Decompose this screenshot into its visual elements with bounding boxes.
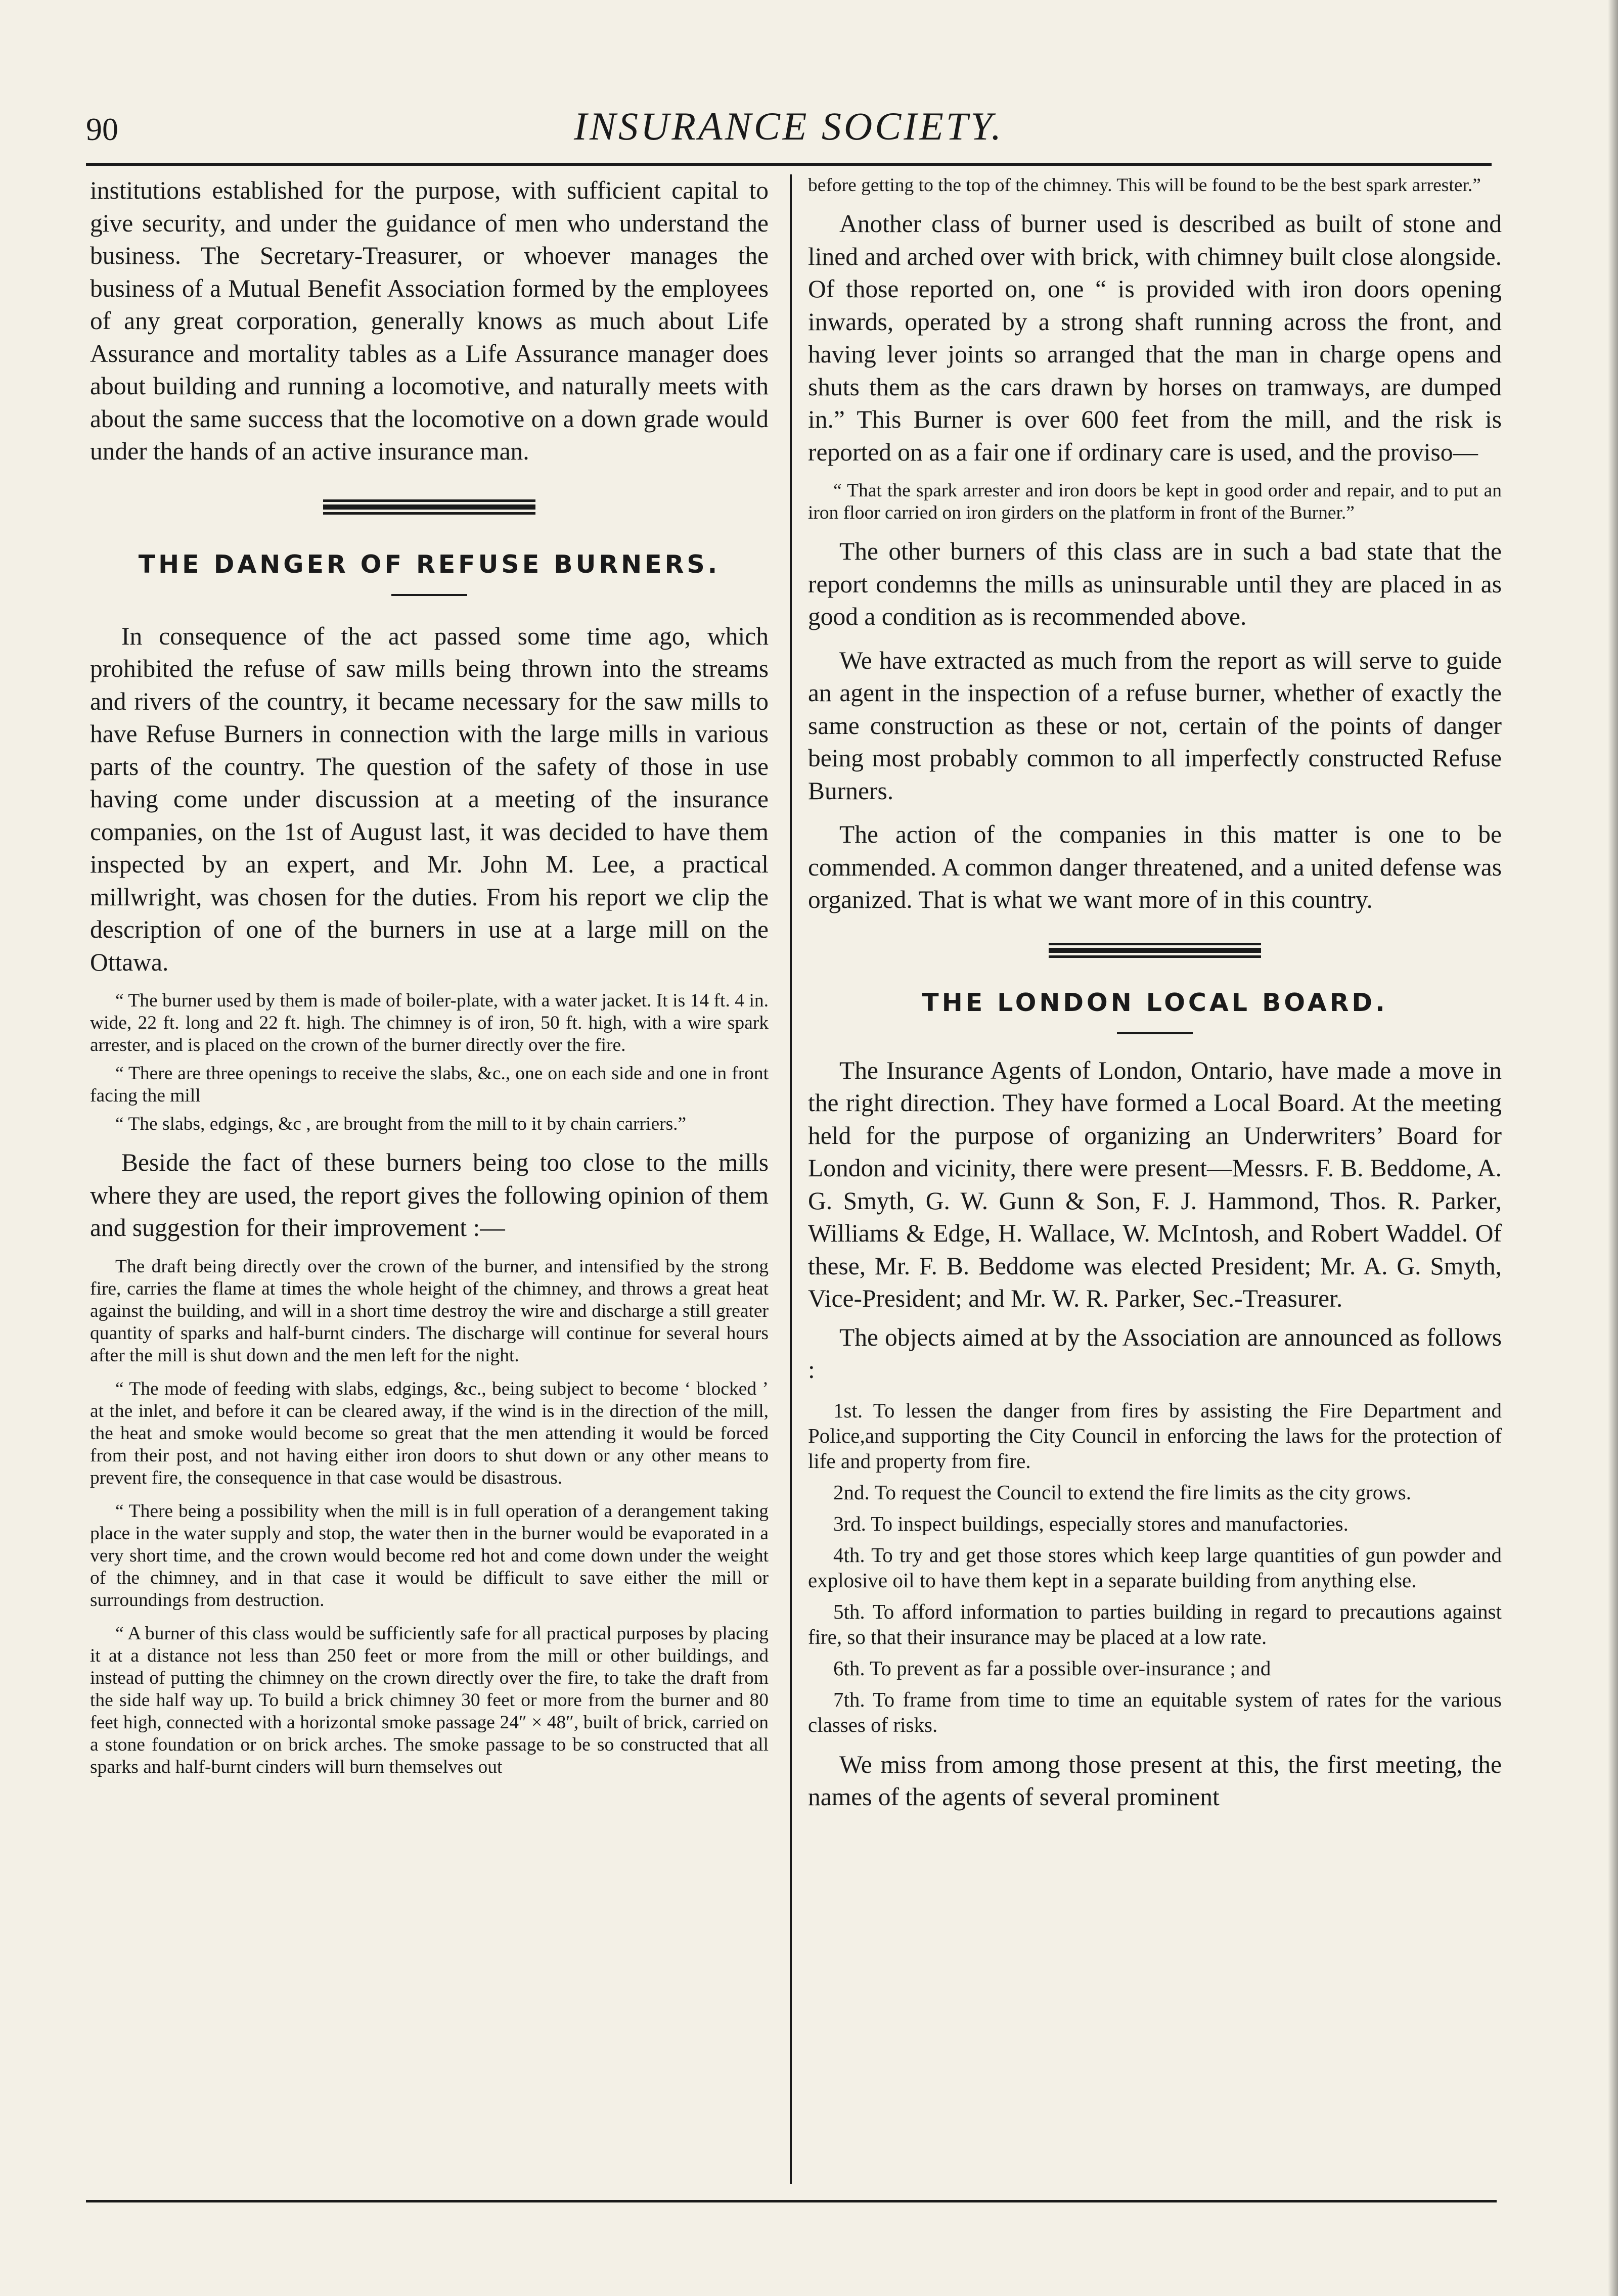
article-paragraph: The other burners of this class are in such a bad state that the report condemns the mills as uninsurable until they are placed in as good a condition as is recommended above. bbox=[808, 537, 1502, 630]
report-quote: The draft being directly over the crown of the burner, and intensified by the strong fire, carries the flame at times the whole height of the chimney, and throws a great heat against the building, and will in a short time destroy the wire and discharge a still greater quantity of sparks and half-burnt cinders. The discharge will continue for several hours after the mill is shut down and the men left for the night. bbox=[90, 1256, 769, 1366]
report-quote: “ The slabs, edgings, &c , are brought from the mill to it by chain carriers.” bbox=[115, 1114, 687, 1134]
left-column bbox=[90, 174, 769, 1778]
running-head bbox=[86, 104, 1492, 159]
heading-underline bbox=[1117, 1032, 1193, 1034]
article-paragraph: We have extracted as much from the report as will serve to guide an agent in the inspection of a refuse burner, whether of exactly the same construction as these or not, certain of the points of danger being most probably common to all imperfectly constructed Refuse Burners. bbox=[808, 646, 1502, 805]
report-quote: before getting to the top of the chimney. This will be found to be the best spark arrester.” bbox=[808, 175, 1481, 196]
journal-title: INSURANCE SOCIETY. bbox=[574, 104, 1004, 148]
section-ornament-rule bbox=[1049, 943, 1261, 958]
article-paragraph: Another class of burner used is described as built of stone and lined and arched over with brick, with chimney built close alongside. Of those reported on, one “ is provided with iron doors opening inwards, operated by a strong shaft running across the front, and having lever joints so arranged that the man in charge opens and shuts them as the cars drawn by horses on tramways, are dumped in.” This Burner is over 600 feet from the mill, and the risk is reported on as a fair one if ordinary care is used, and the proviso— bbox=[808, 210, 1502, 466]
report-quote: “ There being a possibility when the mill is in full operation of a derangement taking place in the water supply and stop, the water then in the burner would be evaporated in a very short time, and the crown would become red hot and come down under the weight of the chimney, and in that case it would be difficult to save either the mill or surroundings from destruction. bbox=[90, 1500, 769, 1611]
article-paragraph: The action of the companies in this matter is one to be commended. A common danger threatened, and a united defense was organized. That is what we want more of in this country. bbox=[808, 820, 1502, 913]
article-paragraph: We miss from among those present at this, the first meeting, the names of the agents of several prominent bbox=[808, 1750, 1502, 1811]
report-quote: “ There are three openings to receive the slabs, &c., one on each side and one in front facing the mill bbox=[90, 1063, 769, 1106]
right-column bbox=[808, 174, 1502, 1814]
article-heading-london-local-board: THE LONDON LOCAL BOARD. bbox=[922, 988, 1388, 1017]
list-item: 3rd. To inspect buildings, especially stores and manufactories. bbox=[833, 1511, 1349, 1535]
article-heading-refuse-burners: THE DANGER OF REFUSE BURNERS. bbox=[138, 549, 721, 579]
report-quote: “ The burner used by them is made of boiler-plate, with a water jacket. It is 14 ft. 4 in. wide, 22 ft. long and 22 ft. high. The chimney is of iron, 50 ft. high, with a wire spark arrester, and is placed on the crown of the burner directly over the fire. bbox=[90, 990, 769, 1055]
heading-underline bbox=[391, 594, 467, 596]
report-quote: “ The mode of feeding with slabs, edgings, &c., being subject to become ‘ blocked ’ at the inlet, and before it can be cleared away, if the wind is in the direction of the mill, the heat and smoke would become so great that the men attending it would be forced from their post, and not having either iron doors to shut down or any other means to prevent fire, the consequence in that case would be disastrous. bbox=[90, 1378, 769, 1488]
page-number: 90 bbox=[86, 111, 118, 147]
article-paragraph: The Insurance Agents of London, Ontario, have made a move in the right direction. They have formed a Local Board. At the meeting held for the purpose of organizing an Underwriters’ Board for London and vicinity, there were present—Messrs. F. B. Beddome, A. G. Smyth, G. W. Gunn & Son, F. J. Hammond, Thos. R. Parker, Williams & Edge, H. Wallace, W. McIntosh, and Robert Waddel. Of these, Mr. F. B. Beddome was elected President; Mr. A. G. Smyth, Vice-President; and Mr. W. R. Parker, Sec.-Treasurer. bbox=[808, 1056, 1502, 1312]
header-rule bbox=[86, 163, 1492, 166]
article-paragraph: In consequence of the act passed some time ago, which prohibited the refuse of saw mills being thrown into the streams and rivers of the country, it became necessary for the saw mills to have Refuse Burners in connection with the large mills in various parts of the country. The question of the safety of those in use having come under discussion at a meeting of the insurance companies, on the 1st of August last, it was decided to have them inspected by an expert, and Mr. John M. Lee, a practical millwright, was chosen for the duties. From his report we clip the description of one of the burners in use at a large mill on the Ottawa. bbox=[90, 622, 769, 976]
list-item: 7th. To frame from time to time an equitable system of rates for the various classes of risks. bbox=[808, 1687, 1502, 1736]
footer-rule bbox=[86, 2200, 1497, 2202]
list-item: 6th. To prevent as far a possible over-insurance ; and bbox=[833, 1656, 1271, 1680]
binding-shadow bbox=[1608, 0, 1618, 2296]
article-paragraph: The objects aimed at by the Association are announced as follows : bbox=[808, 1323, 1502, 1384]
report-quote: “ That the spark arrester and iron doors be kept in good order and repair, and to put an iron floor carried on iron girders on the platform in front of the Burner.” bbox=[808, 480, 1502, 523]
article-paragraph: Beside the fact of these burners being too close to the mills where they are used, the report gives the following opinion of them and suggestion for their improvement :— bbox=[90, 1149, 769, 1242]
list-item: 4th. To try and get those stores which keep large quantities of gun powder and explosive oil to have them kept in a separate building from anything else. bbox=[808, 1543, 1502, 1592]
continued-paragraph: institutions established for the purpose, with sufficient capital to give security, and under the guidance of men who understand the business. The Secretary-Treasurer, or whoever manages the business of a Mutual Benefit Association formed by the employees of any great corporation, generally knows as much about Life Assurance and mortality tables as a Life Assurance manager does about building and running a locomotive, and naturally meets with about the same success that the locomotive on a down grade would under the hands of an active insurance man. bbox=[90, 176, 769, 465]
list-item: 1st. To lessen the danger from fires by assisting the Fire Department and Police,and supporting the City Council in enforcing the laws for the protection of life and property from fire. bbox=[808, 1398, 1502, 1473]
list-item: 2nd. To request the Council to extend the fire limits as the city grows. bbox=[833, 1480, 1412, 1504]
report-quote: “ A burner of this class would be sufficiently safe for all practical purposes by placing it at a distance not less than 250 feet or more from the mill or other buildings, and instead of putting the chimney on the crown directly over the fire, to take the draft from the side half way up. To build a brick chimney 30 feet or more from the burner and 80 feet high, connected with a horizontal smoke passage 24″ × 48″, built of brick, carried on a stone foundation or on brick arches. The smoke passage to be so constructed that all sparks and half-burnt cinders will burn themselves out bbox=[90, 1623, 769, 1777]
list-item: 5th. To afford information to parties building in regard to precautions against fire, so that their insurance may be placed at a low rate. bbox=[808, 1599, 1502, 1648]
section-ornament-rule bbox=[323, 499, 535, 515]
column-divider bbox=[790, 174, 792, 2184]
